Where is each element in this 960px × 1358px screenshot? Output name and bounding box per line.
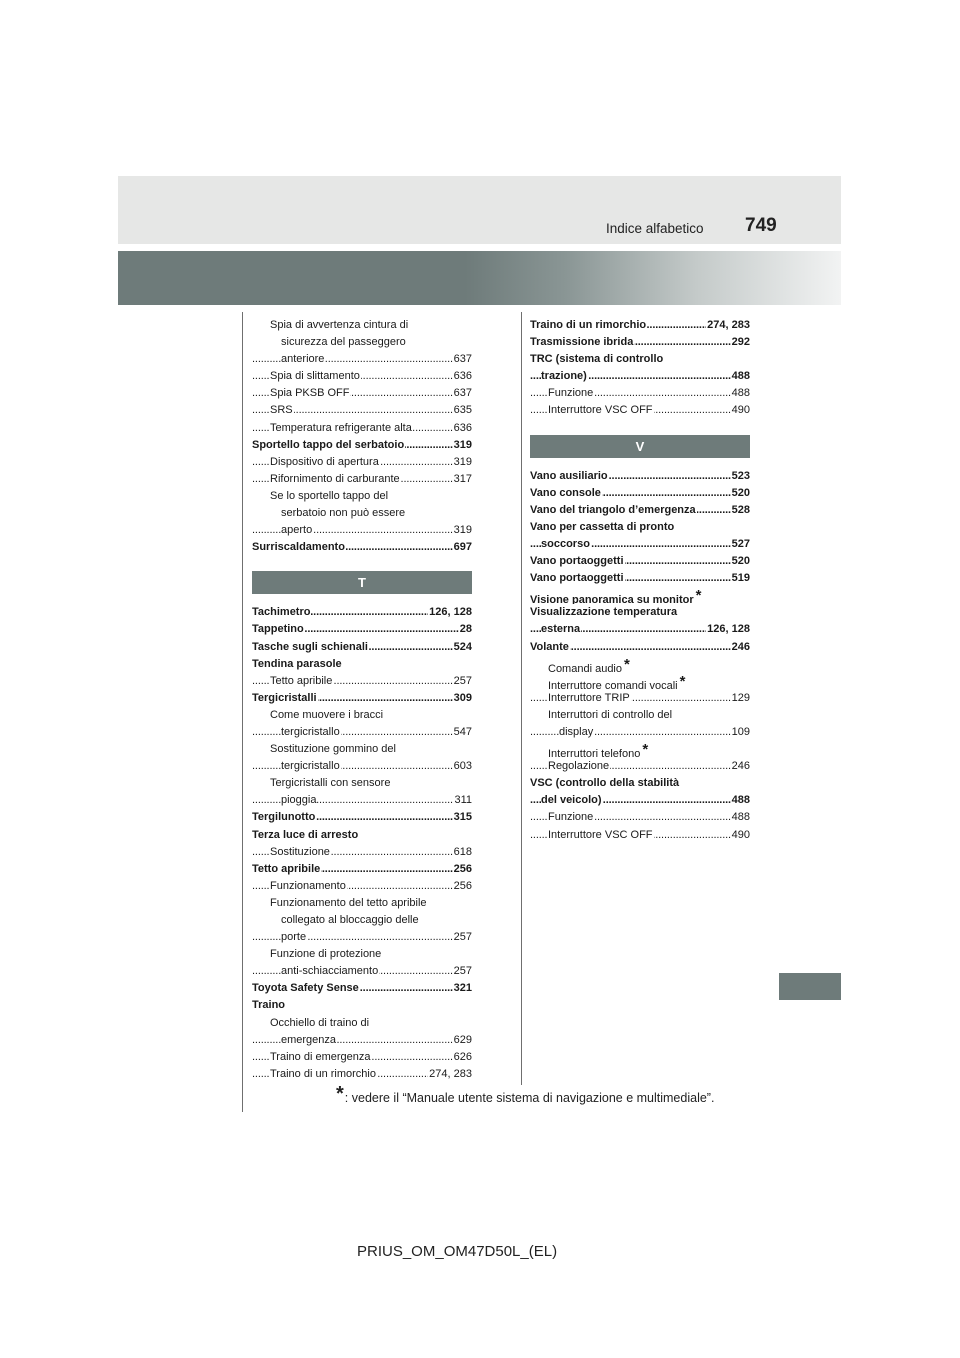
entry-text: Rifornimento di carburante: [270, 472, 400, 485]
index-entry: [252, 929, 472, 946]
entry-text: Funzionamento: [270, 879, 346, 892]
entry-text: Traino di emergenza: [270, 1050, 371, 1063]
entry-text: aperto: [281, 524, 313, 537]
entry-page: 129: [731, 690, 750, 707]
index-entry: [530, 656, 750, 673]
index-entry: [252, 1032, 472, 1049]
index-entry: [252, 895, 472, 912]
entry-text: Vano per cassetta di pronto: [530, 520, 675, 533]
entry-text: Tendina parasole: [252, 657, 342, 670]
index-entry: [530, 827, 750, 844]
index-column-left: [252, 317, 472, 1083]
index-entry: [530, 587, 750, 604]
entry-page: 520: [731, 485, 750, 502]
index-entry: [252, 420, 472, 437]
entry-page: 488: [731, 792, 750, 809]
entry-page: 246: [731, 758, 750, 775]
entry-page: 256: [453, 861, 472, 878]
entry-star: *: [695, 587, 702, 605]
entry-text: Interruttore TRIP: [548, 691, 630, 704]
entry-text: Occhiello di traino di: [270, 1016, 370, 1029]
entry-text: anteriore: [281, 353, 325, 366]
entry-text: Sportello tappo del serbatoio: [252, 438, 405, 451]
index-entry: [252, 741, 472, 758]
entry-text: emergenza: [281, 1033, 337, 1046]
document-id: PRIUS_OM_OM47D50L_(EL): [357, 1243, 558, 1260]
index-entry: [252, 317, 472, 334]
index-entry: [252, 351, 472, 368]
index-entry: [252, 827, 472, 844]
index-entry: [252, 912, 472, 929]
index-entry: [252, 402, 472, 419]
index-entry: [530, 334, 750, 351]
index-entry: [530, 519, 750, 536]
index-entry: [252, 844, 472, 861]
entry-text: tergicristallo: [281, 725, 340, 738]
entry-text: Toyota Safety Sense: [252, 982, 359, 995]
index-entry: [530, 402, 750, 419]
index-entry: [252, 690, 472, 707]
left-margin-rule: [242, 312, 243, 1112]
entry-page: 635: [453, 402, 472, 419]
index-entry: [530, 604, 750, 621]
entry-text: Traino di un rimorchio: [530, 319, 647, 331]
index-entry: [252, 621, 472, 638]
entry-page: 488: [731, 368, 750, 385]
entry-page: 519: [731, 570, 750, 587]
entry-text: SRS: [270, 404, 293, 417]
index-entry: [530, 368, 750, 385]
entry-text: Interruttori di controllo del: [548, 708, 673, 721]
entry-text: serbatoio non può essere: [281, 507, 406, 520]
entry-text: Traino di un rimorchio: [270, 1067, 376, 1080]
entry-page: 257: [453, 673, 472, 690]
index-entry: [252, 604, 472, 621]
entry-text: tergicristallo: [281, 760, 340, 773]
index-entry: [252, 368, 472, 385]
entry-text: VSC (controllo della stabilità: [530, 777, 680, 790]
entry-page: 292: [731, 334, 750, 351]
entry-page: 626: [453, 1049, 472, 1066]
entry-page: 315: [453, 809, 472, 826]
entry-text: anti-schiacciamento: [281, 965, 379, 978]
entry-text: Tachimetro: [252, 606, 311, 619]
entry-page: 636: [453, 368, 472, 385]
section-header-v: V: [530, 435, 750, 458]
entry-text: Interruttore VSC OFF: [548, 404, 653, 417]
index-entry: [252, 861, 472, 878]
index-entry: [252, 522, 472, 539]
entry-page: 321: [453, 980, 472, 997]
entry-text: Trasmissione ibrida: [530, 336, 634, 349]
index-entry: [252, 809, 472, 826]
entry-page: 28: [459, 621, 472, 638]
entry-page: 274, 283: [706, 317, 750, 334]
entry-page: 524: [453, 639, 472, 656]
entry-page: 547: [453, 724, 472, 741]
header-band: [118, 176, 841, 244]
entry-page: 309: [453, 690, 472, 707]
entry-text: Tetto apribile: [252, 862, 321, 875]
entry-page: 319: [453, 437, 472, 454]
entry-text: Traino: [252, 999, 286, 1012]
index-entry: [252, 505, 472, 522]
footnote: [335, 1083, 714, 1106]
index-entry: [252, 1015, 472, 1032]
entry-text: sicurezza del passeggero: [281, 336, 406, 349]
entry-page: 528: [731, 502, 750, 519]
index-entry: [252, 946, 472, 963]
index-entry: [530, 621, 750, 638]
entry-page: 257: [453, 963, 472, 980]
entry-text: Sostituzione gommino del: [270, 743, 396, 756]
entry-text: Vano console: [530, 486, 601, 499]
index-entry: [252, 656, 472, 673]
entry-page: 636: [453, 420, 472, 437]
entry-text: Vano ausiliario: [530, 469, 608, 482]
entry-star: *: [679, 672, 686, 690]
entry-page: 126, 128: [428, 604, 472, 621]
entry-page: 126, 128: [706, 621, 750, 638]
entry-text: Funzionamento del tetto apribile: [270, 896, 427, 909]
footnote-text: : vedere il “Manuale utente sistema di navigazione e multimediale”.: [344, 1091, 715, 1105]
footnote-star: *: [336, 1083, 344, 1105]
entry-text: Comandi audio: [548, 662, 622, 673]
side-thumb-tab: [779, 973, 841, 1000]
entry-page: 637: [453, 351, 472, 368]
index-entry: [530, 639, 750, 656]
index-entry: [252, 488, 472, 505]
index-entry: [530, 485, 750, 502]
entry-text: Funzione: [548, 811, 594, 824]
index-entry: [530, 317, 750, 334]
index-entry: [252, 385, 472, 402]
index-entry: [530, 758, 750, 775]
index-entry: [530, 690, 750, 707]
page-number: 749: [745, 215, 777, 236]
index-entry: [530, 570, 750, 587]
index-entry: [530, 741, 750, 758]
entry-text: pioggia: [281, 794, 317, 807]
index-entry: [252, 963, 472, 980]
index-entry: [252, 707, 472, 724]
entry-text: Tergicristalli: [252, 691, 317, 704]
index-entry: [252, 437, 472, 454]
entry-page: 319: [453, 522, 472, 539]
entry-page: 603: [453, 758, 472, 775]
entry-text: Sostituzione: [270, 845, 330, 858]
index-entry: [530, 536, 750, 553]
index-entry: [252, 539, 472, 556]
entry-text: Terza luce di arresto: [252, 828, 359, 841]
section-header-t: T: [252, 571, 472, 594]
entry-page: 109: [731, 724, 750, 741]
entry-text: Vano portaoggetti: [530, 572, 624, 585]
entry-text: TRC (sistema di controllo: [530, 353, 664, 366]
entry-text: Interruttori telefono: [548, 748, 641, 759]
entry-page: 257: [453, 929, 472, 946]
index-entry: [252, 1049, 472, 1066]
entry-text: soccorso: [541, 537, 590, 550]
entry-page: 311: [453, 792, 472, 809]
entry-page: 488: [731, 809, 750, 826]
index-entry: [530, 351, 750, 368]
entry-page: 527: [731, 536, 750, 553]
index-entry: [530, 385, 750, 402]
entry-page: 520: [731, 553, 750, 570]
entry-page: 629: [453, 1032, 472, 1049]
entry-text: Interruttore VSC OFF: [548, 828, 653, 841]
entry-text: Tergicristalli con sensore: [270, 777, 391, 790]
index-entry: [530, 468, 750, 485]
entry-text: Regolazione: [548, 760, 610, 773]
index-entry: [530, 673, 750, 690]
index-entry: [252, 878, 472, 895]
index-entry: [530, 553, 750, 570]
entry-page: 246: [731, 639, 750, 656]
entry-text: Surriscaldamento: [252, 541, 345, 554]
entry-text: Se lo sportello tappo del: [270, 489, 389, 502]
entry-text: porte: [281, 931, 307, 944]
index-entry: [252, 639, 472, 656]
entry-text: Come muovere i bracci: [270, 708, 384, 721]
entry-text: del veicolo): [541, 794, 602, 807]
index-entry: [530, 775, 750, 792]
entry-text: Spia di slittamento: [270, 370, 360, 383]
index-entry: [252, 673, 472, 690]
entry-text: Funzione: [548, 387, 594, 400]
entry-text: Visione panoramica su monitor: [530, 594, 694, 605]
index-entry: [252, 471, 472, 488]
entry-page: 317: [453, 471, 472, 488]
column-divider-rule: [521, 312, 522, 1085]
entry-page: 490: [731, 402, 750, 419]
entry-page: 274, 283: [428, 1066, 472, 1083]
entry-text: Tergilunotto: [252, 811, 316, 824]
entry-page: 490: [731, 827, 750, 844]
index-entry: [530, 707, 750, 724]
index-entry: [530, 809, 750, 826]
entry-text: Spia di avvertenza cintura di: [270, 319, 409, 331]
index-entry: [530, 792, 750, 809]
header-title: Indice alfabetico: [606, 221, 704, 236]
entry-text: Funzione di protezione: [270, 948, 382, 961]
entry-text: trazione): [541, 370, 587, 383]
index-column-right: [530, 317, 750, 844]
entry-text: collegato al bloccaggio delle: [281, 914, 419, 926]
index-entry: [252, 454, 472, 471]
entry-text: Interruttore comandi vocali: [548, 679, 678, 690]
entry-text: Vano del triangolo d’emergenza: [530, 503, 696, 516]
entry-text: Visualizzazione temperatura: [530, 606, 678, 619]
entry-text: Dispositivo di apertura: [270, 455, 379, 468]
entry-text: Tetto apribile: [270, 674, 333, 687]
entry-page: 319: [453, 454, 472, 471]
entry-text: esterna: [541, 623, 581, 636]
entry-page: 256: [453, 878, 472, 895]
entry-star: *: [642, 741, 649, 759]
index-entry: [252, 758, 472, 775]
entry-text: Vano portaoggetti: [530, 555, 624, 568]
index-entry: [252, 997, 472, 1014]
entry-page: 697: [453, 539, 472, 556]
entry-text: Spia PKSB OFF: [270, 387, 350, 400]
index-entry: [252, 334, 472, 351]
entry-star: *: [624, 655, 630, 673]
index-entry: [530, 502, 750, 519]
entry-page: 637: [453, 385, 472, 402]
index-entry: [252, 980, 472, 997]
index-entry: [252, 724, 472, 741]
entry-page: 488: [731, 385, 750, 402]
entry-page: 618: [453, 844, 472, 861]
entry-text: display: [559, 725, 594, 738]
index-entry: [252, 792, 472, 809]
index-entry: [252, 775, 472, 792]
index-entry: [530, 724, 750, 741]
entry-text: Temperatura refrigerante alta: [270, 421, 412, 434]
entry-page: 523: [731, 468, 750, 485]
index-entry: [252, 1066, 472, 1083]
decorative-gradient-band: [118, 251, 841, 305]
entry-text: Volante: [530, 640, 569, 653]
entry-text: Tappetino: [252, 623, 304, 636]
entry-text: Tasche sugli schienali: [252, 640, 368, 653]
